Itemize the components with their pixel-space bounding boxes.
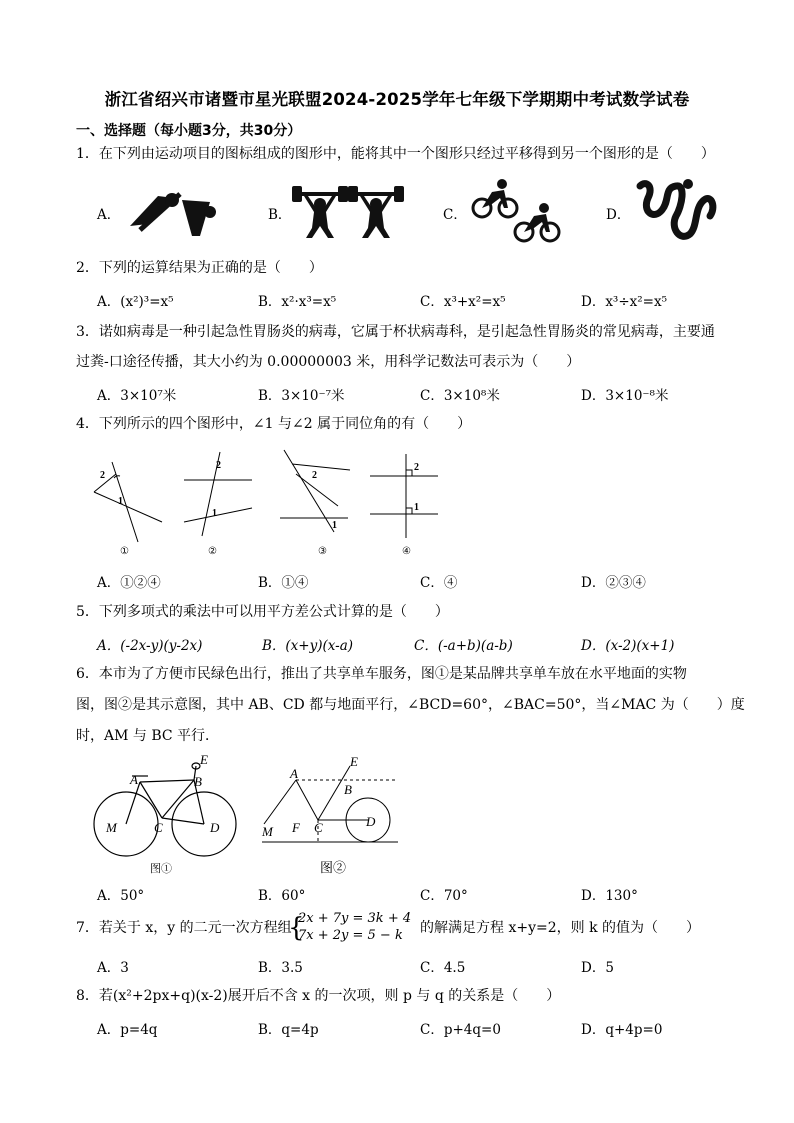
- q2-option-a[interactable]: A．(x²)³=x⁵: [97, 294, 174, 310]
- q8-option-c[interactable]: C．p+4q=0: [420, 1022, 501, 1038]
- q2-option-d[interactable]: D．x³÷x²=x⁵: [581, 294, 668, 310]
- system-brace: {: [288, 913, 305, 943]
- q5-option-d[interactable]: D．(x-2)(x+1): [581, 638, 675, 654]
- sport-icon-a: [130, 186, 215, 242]
- point-d-label: D: [210, 820, 220, 835]
- equation-2: 7x + 2y = 5 − k: [298, 928, 403, 943]
- q6-option-d[interactable]: D．130°: [581, 888, 638, 904]
- q5-option-a[interactable]: A．(-2x-y)(y-2x): [97, 638, 203, 654]
- q6-option-b[interactable]: B．60°: [258, 888, 306, 904]
- point-d-label: D: [366, 814, 376, 829]
- figure-label-3: ③: [318, 546, 327, 557]
- q1-option-c[interactable]: C．: [443, 207, 467, 223]
- angle-1-label: 1: [118, 496, 123, 507]
- angle-figure-1: [90, 450, 170, 560]
- q6-option-c[interactable]: C．70°: [420, 888, 468, 904]
- figure-label-2: ②: [208, 546, 217, 557]
- q1-option-a[interactable]: A．: [97, 207, 121, 223]
- bicycle-figure-1: [92, 754, 242, 876]
- question-5-text: 5．下列多项式的乘法中可以用平方差公式计算的是（ ）: [76, 604, 449, 620]
- angle-2-label: 2: [100, 470, 105, 481]
- question-6-line-3: 时，AM 与 BC 平行．: [76, 728, 220, 744]
- q2-option-c[interactable]: C．x³+x²=x⁵: [420, 294, 506, 310]
- angle-2-label: 2: [216, 460, 221, 471]
- angle-figure-4: [366, 450, 446, 560]
- point-m-label: M: [106, 820, 117, 835]
- question-1-text: 1．在下列由运动项目的图标组成的图形中，能将其中一个图形只经过平移得到另一个图形的是（ ）: [76, 146, 715, 162]
- figure-label-4: ④: [402, 546, 411, 557]
- section-heading: 一、选择题（每小题3分，共30分）: [76, 123, 302, 139]
- q3-option-b[interactable]: B．3×10⁻⁷米: [258, 388, 345, 404]
- q4-option-d[interactable]: D．②③④: [581, 575, 646, 591]
- question-8-text: 8．若(x²+2px+q)(x-2)展开后不含 x 的一次项，则 p 与 q 的关系是（ ）: [76, 988, 561, 1004]
- page-title: 浙江省绍兴市诸暨市星光联盟2024-2025学年七年级下学期期中考试数学试卷: [104, 90, 690, 109]
- q8-option-d[interactable]: D．q+4p=0: [581, 1022, 663, 1038]
- angle-figure-2: [180, 450, 260, 560]
- angle-1-label: 1: [414, 502, 419, 513]
- question-7-prefix: 7．若关于 x，y 的二元一次方程组: [76, 920, 292, 936]
- point-m-label: M: [262, 824, 273, 839]
- angle-1-label: 1: [212, 508, 217, 519]
- question-6-line-2: 图，图②是其示意图，其中 AB、CD 都与地面平行，∠BCD=60°，∠BAC=50°，当∠MAC 为（ ）度: [76, 697, 745, 713]
- sport-icon-c: [470, 178, 565, 244]
- q5-option-c[interactable]: C．(-a+b)(a-b): [414, 638, 513, 654]
- point-a-label: A: [130, 772, 138, 787]
- angle-figure-3: [278, 448, 358, 560]
- bicycle-figure-2: [258, 754, 408, 876]
- angle-2-label: 2: [414, 462, 419, 473]
- q7-option-b[interactable]: B．3.5: [258, 960, 303, 976]
- question-4-text: 4．下列所示的四个图形中，∠1 与∠2 属于同位角的有（ ）: [76, 416, 472, 432]
- q7-option-c[interactable]: C．4.5: [420, 960, 466, 976]
- equation-1: 2x + 7y = 3k + 4: [298, 911, 412, 926]
- q7-option-d[interactable]: D．5: [581, 960, 614, 976]
- q2-option-b[interactable]: B．x²·x³=x⁵: [258, 294, 337, 310]
- q1-option-d[interactable]: D．: [606, 207, 631, 223]
- point-e-label: E: [350, 754, 358, 769]
- q3-option-d[interactable]: D．3×10⁻⁸米: [581, 388, 669, 404]
- q1-option-b[interactable]: B．: [268, 207, 292, 223]
- point-c-label: C: [314, 820, 323, 835]
- q7-option-a[interactable]: A．3: [97, 960, 129, 976]
- question-3-line-1: 3．诺如病毒是一种引起急性胃肠炎的病毒，它属于杯状病毒科，是引起急性胃肠炎的常见病毒，主要通: [76, 324, 715, 340]
- q4-option-c[interactable]: C．④: [420, 575, 458, 591]
- angle-2-label: 2: [312, 470, 317, 481]
- q4-option-b[interactable]: B．①④: [258, 575, 309, 591]
- q5-option-b[interactable]: B．(x+y)(x-a): [262, 638, 354, 654]
- point-b-label: B: [194, 774, 202, 789]
- q3-option-c[interactable]: C．3×10⁸米: [420, 388, 500, 404]
- q4-option-a[interactable]: A．①②④: [97, 575, 161, 591]
- question-7-suffix: 的解满足方程 x+y=2，则 k 的值为（ ）: [420, 920, 701, 936]
- question-6-line-1: 6．本市为了方便市民绿色出行，推出了共享单车服务，图①是某品牌共享单车放在水平地面的实物: [76, 666, 687, 682]
- q8-option-b[interactable]: B．q=4p: [258, 1022, 319, 1038]
- q6-option-a[interactable]: A．50°: [97, 888, 145, 904]
- point-e-label: E: [200, 752, 208, 767]
- angle-1-label: 1: [332, 520, 337, 531]
- question-3-line-2: 过粪-口途径传播，其大小约为 0.00000003 米，用科学记数法可表示为（ ）: [76, 354, 581, 370]
- figure-1-caption: 图①: [150, 863, 172, 875]
- point-c-label: C: [154, 820, 163, 835]
- q3-option-a[interactable]: A．3×10⁷米: [97, 388, 177, 404]
- figure-2-caption: 图②: [320, 860, 347, 875]
- sport-icon-b: [290, 182, 405, 240]
- point-f-label: F: [292, 820, 300, 835]
- question-2-text: 2．下列的运算结果为正确的是（ ）: [76, 260, 323, 276]
- point-a-label: A: [290, 766, 298, 781]
- figure-label-1: ①: [120, 546, 129, 557]
- point-b-label: B: [344, 782, 352, 797]
- sport-icon-d: [636, 176, 718, 246]
- q8-option-a[interactable]: A．p=4q: [97, 1022, 158, 1038]
